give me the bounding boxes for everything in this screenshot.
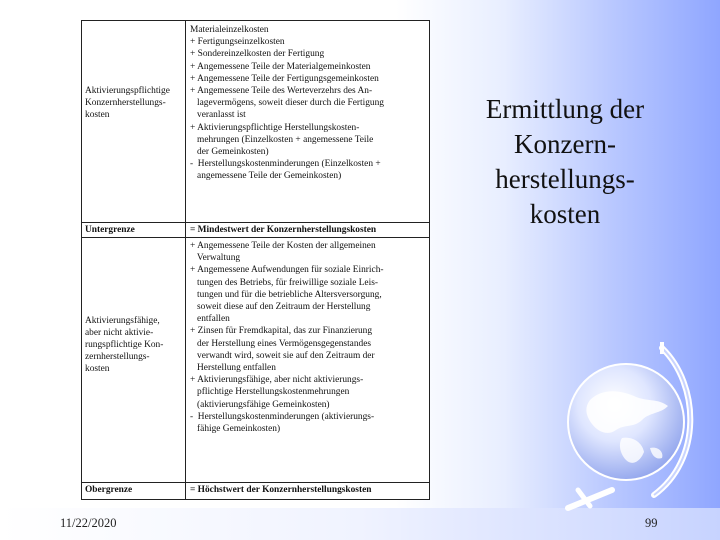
label-aktivierungsfaehig: Aktivierungsfähige, aber nicht aktivie- rungspflichtige Kon- zernherstellungs- kosten	[85, 316, 164, 374]
cost-line: lagevermögens, soweit dieser durch die Fertigung	[190, 98, 384, 109]
value-mindestwert: = Mindestwert der Konzernherstellungskosten	[190, 225, 377, 235]
cost-line: + Angemessene Teile der Fertigungsgemeinkosten	[190, 73, 379, 84]
row-divider	[82, 237, 429, 238]
page-number: 99	[645, 516, 658, 530]
cost-line: + Fertigungseinzelkosten	[190, 37, 285, 48]
cost-line: angemessene Teile der Gemeinkosten)	[190, 171, 342, 182]
cost-line: tungen und für die betriebliche Altersversorgung,	[190, 289, 382, 300]
cost-list-pflichtig	[190, 24, 426, 183]
cost-line: - Herstellungskostenminderungen (aktivierungs-	[190, 411, 375, 422]
cost-line: soweit diese auf den Zeitraum der Herstellung	[190, 302, 371, 313]
cost-line: veranlasst ist	[190, 110, 246, 121]
cost-line: pflichtige Herstellungskostenmehrungen	[190, 387, 350, 398]
cost-line: mehrungen (Einzelkosten + angemessene Teile	[190, 134, 374, 145]
slide-title	[460, 92, 670, 232]
label-obergrenze: Obergrenze	[85, 485, 133, 495]
cost-line: + Angemessene Teile der Materialgemeinkosten	[190, 61, 371, 72]
title-line: Konzern-	[514, 129, 616, 159]
cost-line: fähige Gemeinkosten)	[190, 424, 281, 435]
cost-table	[81, 20, 430, 500]
cost-line: Herstellung entfallen	[190, 363, 276, 374]
cost-line: + Angemessene Aufwendungen für soziale Einrich-	[190, 265, 384, 276]
cost-line: + Aktivierungsfähige, aber nicht aktivierungs-	[190, 375, 364, 386]
cost-list-faehig	[190, 240, 426, 435]
cost-line: + Angemessene Teile des Werteverzehrs des An-	[190, 86, 373, 97]
cost-line: + Angemessene Teile der Kosten der allgemeinen	[190, 241, 376, 251]
cost-line: Verwaltung	[190, 253, 241, 264]
cost-line: tungen des Betriebs, für freiwillige soziale Leis-	[190, 277, 378, 288]
row-divider	[82, 482, 429, 483]
label-untergrenze: Untergrenze	[85, 225, 135, 235]
title-line: kosten	[529, 199, 601, 229]
slide-date: 11/22/2020	[60, 516, 117, 530]
title-line: Ermittlung der	[485, 94, 645, 124]
cost-line: (aktivierungsfähige Gemeinkosten)	[190, 399, 330, 410]
cost-line: entfallen	[190, 314, 230, 325]
globe-icon	[550, 340, 700, 515]
title-line: herstellungs-	[495, 164, 635, 194]
label-aktivierungspflichtig: Aktivierungspflichtige Konzernherstellungs- kosten	[85, 86, 170, 120]
cost-line: der Gemeinkosten)	[190, 147, 269, 158]
cost-line: der Herstellung eines Vermögensgegenstandes	[190, 338, 372, 349]
cost-line: verwandt wird, soweit sie auf den Zeitraum der	[190, 350, 375, 361]
row-divider	[82, 222, 429, 223]
cost-line: - Herstellungskostenminderungen (Einzelkosten +	[190, 159, 381, 170]
value-hoechstwert: = Höchstwert der Konzernherstellungskosten	[190, 485, 372, 495]
cost-line: + Aktivierungspflichtige Herstellungskosten-	[190, 122, 360, 133]
cost-line: Materialeinzelkosten	[190, 25, 269, 35]
cost-line: + Sondereinzelkosten der Fertigung	[190, 49, 325, 60]
cost-line: + Zinsen für Fremdkapital, das zur Finanzierung	[190, 326, 373, 337]
